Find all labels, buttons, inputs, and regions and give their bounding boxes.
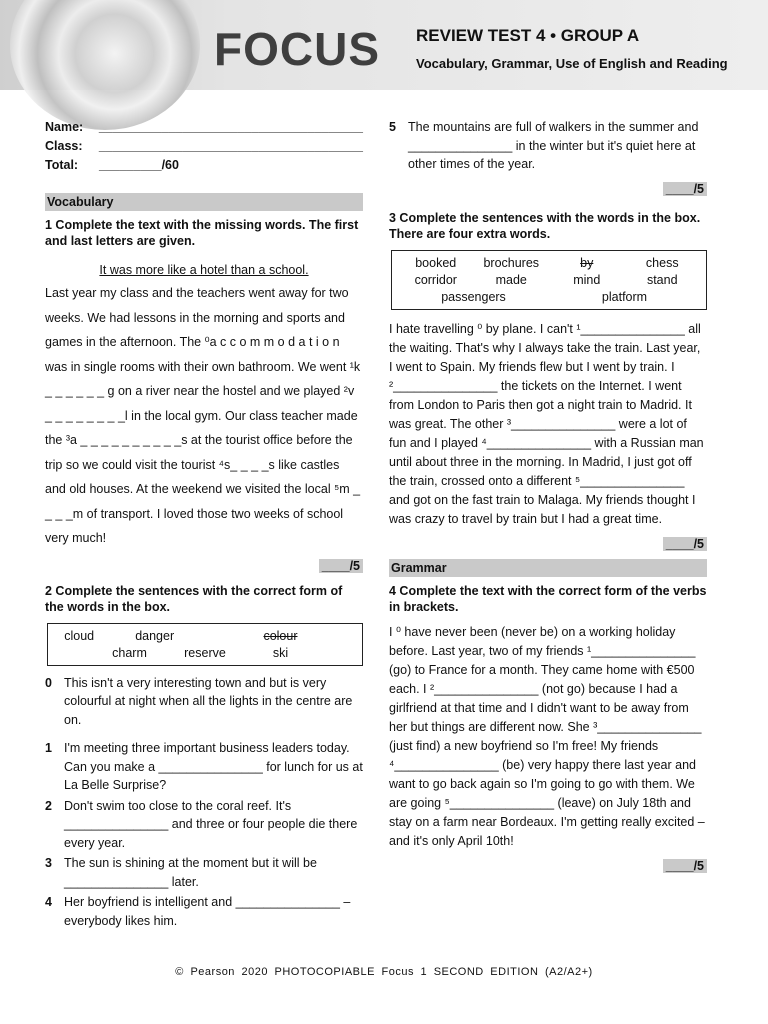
item-number: 2 (45, 798, 52, 813)
test-title: REVIEW TEST 4 • GROUP A (416, 26, 640, 45)
brand-logo: FOCUS (214, 23, 380, 75)
total-field[interactable]: _________/60 (99, 158, 179, 172)
focus-logo-graphic (10, 0, 200, 130)
word-box-item: made (495, 272, 527, 287)
task2-item-1 (45, 739, 363, 795)
task3-score (389, 537, 707, 551)
task4-score (389, 859, 707, 873)
item-number: 4 (45, 895, 52, 909)
word-box-item: stand (646, 272, 678, 287)
item-number: 0 (45, 675, 52, 690)
task1-text: Last year my class and the teachers went away for two weeks. We had lessons in the morning and sports and games in the afternoon. The ⁰a c c o m m o d a t i o n was in single rooms with their own bathroom. We went ¹k _ _ _ _ _ _ g on a river near the hostel and we played ²v _ _ _ _ _ _ _ _l in the local gym. Our class teacher made the ³a _ _ _ _ _ _ _ _ _ _s at the tourist office before the trip so we could visit the tourist ⁴s_ _ _ _s like castles and old houses. At the weekend we visited the local ⁵m _ _ _ _m of transport. I loved those two weeks of school very much! (45, 286, 361, 545)
word-box-item-used: by (580, 255, 594, 270)
word-box-item-used: colour (263, 628, 298, 643)
word-box-item: cloud (64, 628, 95, 643)
page-footer: © Pearson 2020 PHOTOCOPIABLE Focus 1 SECOND EDITION (A2/A2+) (175, 966, 593, 978)
task2-score (389, 182, 707, 196)
class-field[interactable]: ______________________________________ (98, 139, 363, 153)
item-text[interactable]: The mountains are full of walkers in the summer and _______________ in the winter but it's quiet here at other times of the year. (408, 120, 699, 171)
test-subtitle: Vocabulary, Grammar, Use of English and Reading (416, 56, 728, 71)
item-text[interactable]: The sun is shining at the moment but it will be _______________ later. (64, 856, 317, 889)
class-label: Class: (45, 139, 83, 153)
task3-score-box[interactable]: ____/5 (663, 537, 707, 551)
word-box-item: corridor (414, 272, 457, 287)
page-header (0, 0, 768, 90)
item-number: 1 (45, 741, 52, 755)
right-column (389, 118, 707, 873)
word-box-item: mind (573, 272, 601, 287)
word-box-item: danger (135, 628, 175, 643)
task2-instruction: 2 Complete the sentences with the correct form of the words in the box. (45, 583, 343, 614)
task2-item-5 (389, 118, 707, 174)
item-text[interactable]: Don't swim too close to the coral reef. It's _______________ and three or four people die there every year. (64, 798, 358, 850)
name-field[interactable]: ______________________________________ (98, 120, 363, 134)
word-box-item: booked (415, 255, 457, 270)
item-text[interactable]: I'm meeting three important business leaders today. Can you make a _______________ for lunch for us at La Belle Surprise? (64, 741, 363, 792)
word-box-item: brochures (483, 255, 540, 270)
item-number: 3 (45, 856, 52, 870)
item-text[interactable]: Her boyfriend is intelligent and _______________ – everybody likes him. (64, 895, 351, 928)
class-row (45, 137, 363, 156)
task1-score-box[interactable]: ____/5 (319, 559, 363, 573)
word-box-item: charm (112, 645, 147, 660)
word-box-item: platform (601, 289, 648, 304)
item-number: 5 (389, 120, 396, 134)
word-box-item: passengers (441, 289, 506, 304)
grammar-section-header: Grammar (389, 559, 707, 577)
vocabulary-section-header: Vocabulary (45, 193, 363, 211)
task4-instruction: 4 Complete the text with the correct form of the verbs in brackets. (389, 583, 707, 614)
word-box-item: ski (272, 645, 289, 660)
task2-item-0 (45, 674, 363, 730)
task4-score-box[interactable]: ____/5 (663, 859, 707, 873)
task3-text: I hate travelling ⁰ by plane. I can't ¹_______________ all the waiting. That's why I always take the train. Last year, I went to Spain. My friends flew but I went by train. I ²_______________ the tickets on the Internet. I went from London to Paris then got a night train to Madrid. It was great. The other ³_______________ were a lot of fun and I played ⁴_______________ with a Russian man until about three in the morning. In Madrid, I just got off the train, crossed onto a different ⁵_______________ and got on the fast train to Malaga. My friends thought I was crazy to travel by train but I had a great time. (389, 321, 704, 526)
task3-word-box (391, 250, 707, 310)
word-box-item: reserve (184, 645, 226, 660)
left-column (45, 118, 363, 930)
task4-text: I ⁰ have never been (never be) on a working holiday before. Last year, two of my friends ¹_______________ (go) to France for a month. They came home with €500 each. I ²_______________ (not go) because I had a girlfriend at that time and I didn't want to be away from her but things are different now. She ³_______________ (just find) a new boyfriend so I'm free! My friends ⁴_______________ (be) very happy there last year and want to go back again so I'm going to go with them. We are going ⁵_______________ (leave) on July 18th and stay on a farm near Bordeaux. I'm getting really excited – and it's only April 10th! (389, 624, 705, 848)
task1-score (45, 559, 363, 573)
task1-instruction: 1 Complete the text with the missing words. The first and last letters are given. (45, 218, 359, 248)
word-box-item: chess (645, 255, 679, 270)
task1-title: It was more like a hotel than a school. (99, 263, 309, 277)
task2-word-box (47, 623, 363, 666)
task2-item-2 (45, 797, 363, 853)
item-text: This isn't a very interesting town and but is very colourful at night when all the lights in the centre are on. (64, 675, 353, 727)
task3-instruction: 3 Complete the sentences with the words in the box. There are four extra words. (389, 210, 701, 241)
name-label: Name: (45, 120, 84, 134)
total-row (45, 156, 363, 175)
task2-score-box[interactable]: ____/5 (663, 182, 707, 196)
task2-item-3 (45, 854, 363, 891)
task2-item-4 (45, 893, 363, 930)
name-row (45, 118, 363, 137)
total-label: Total: (45, 158, 79, 172)
